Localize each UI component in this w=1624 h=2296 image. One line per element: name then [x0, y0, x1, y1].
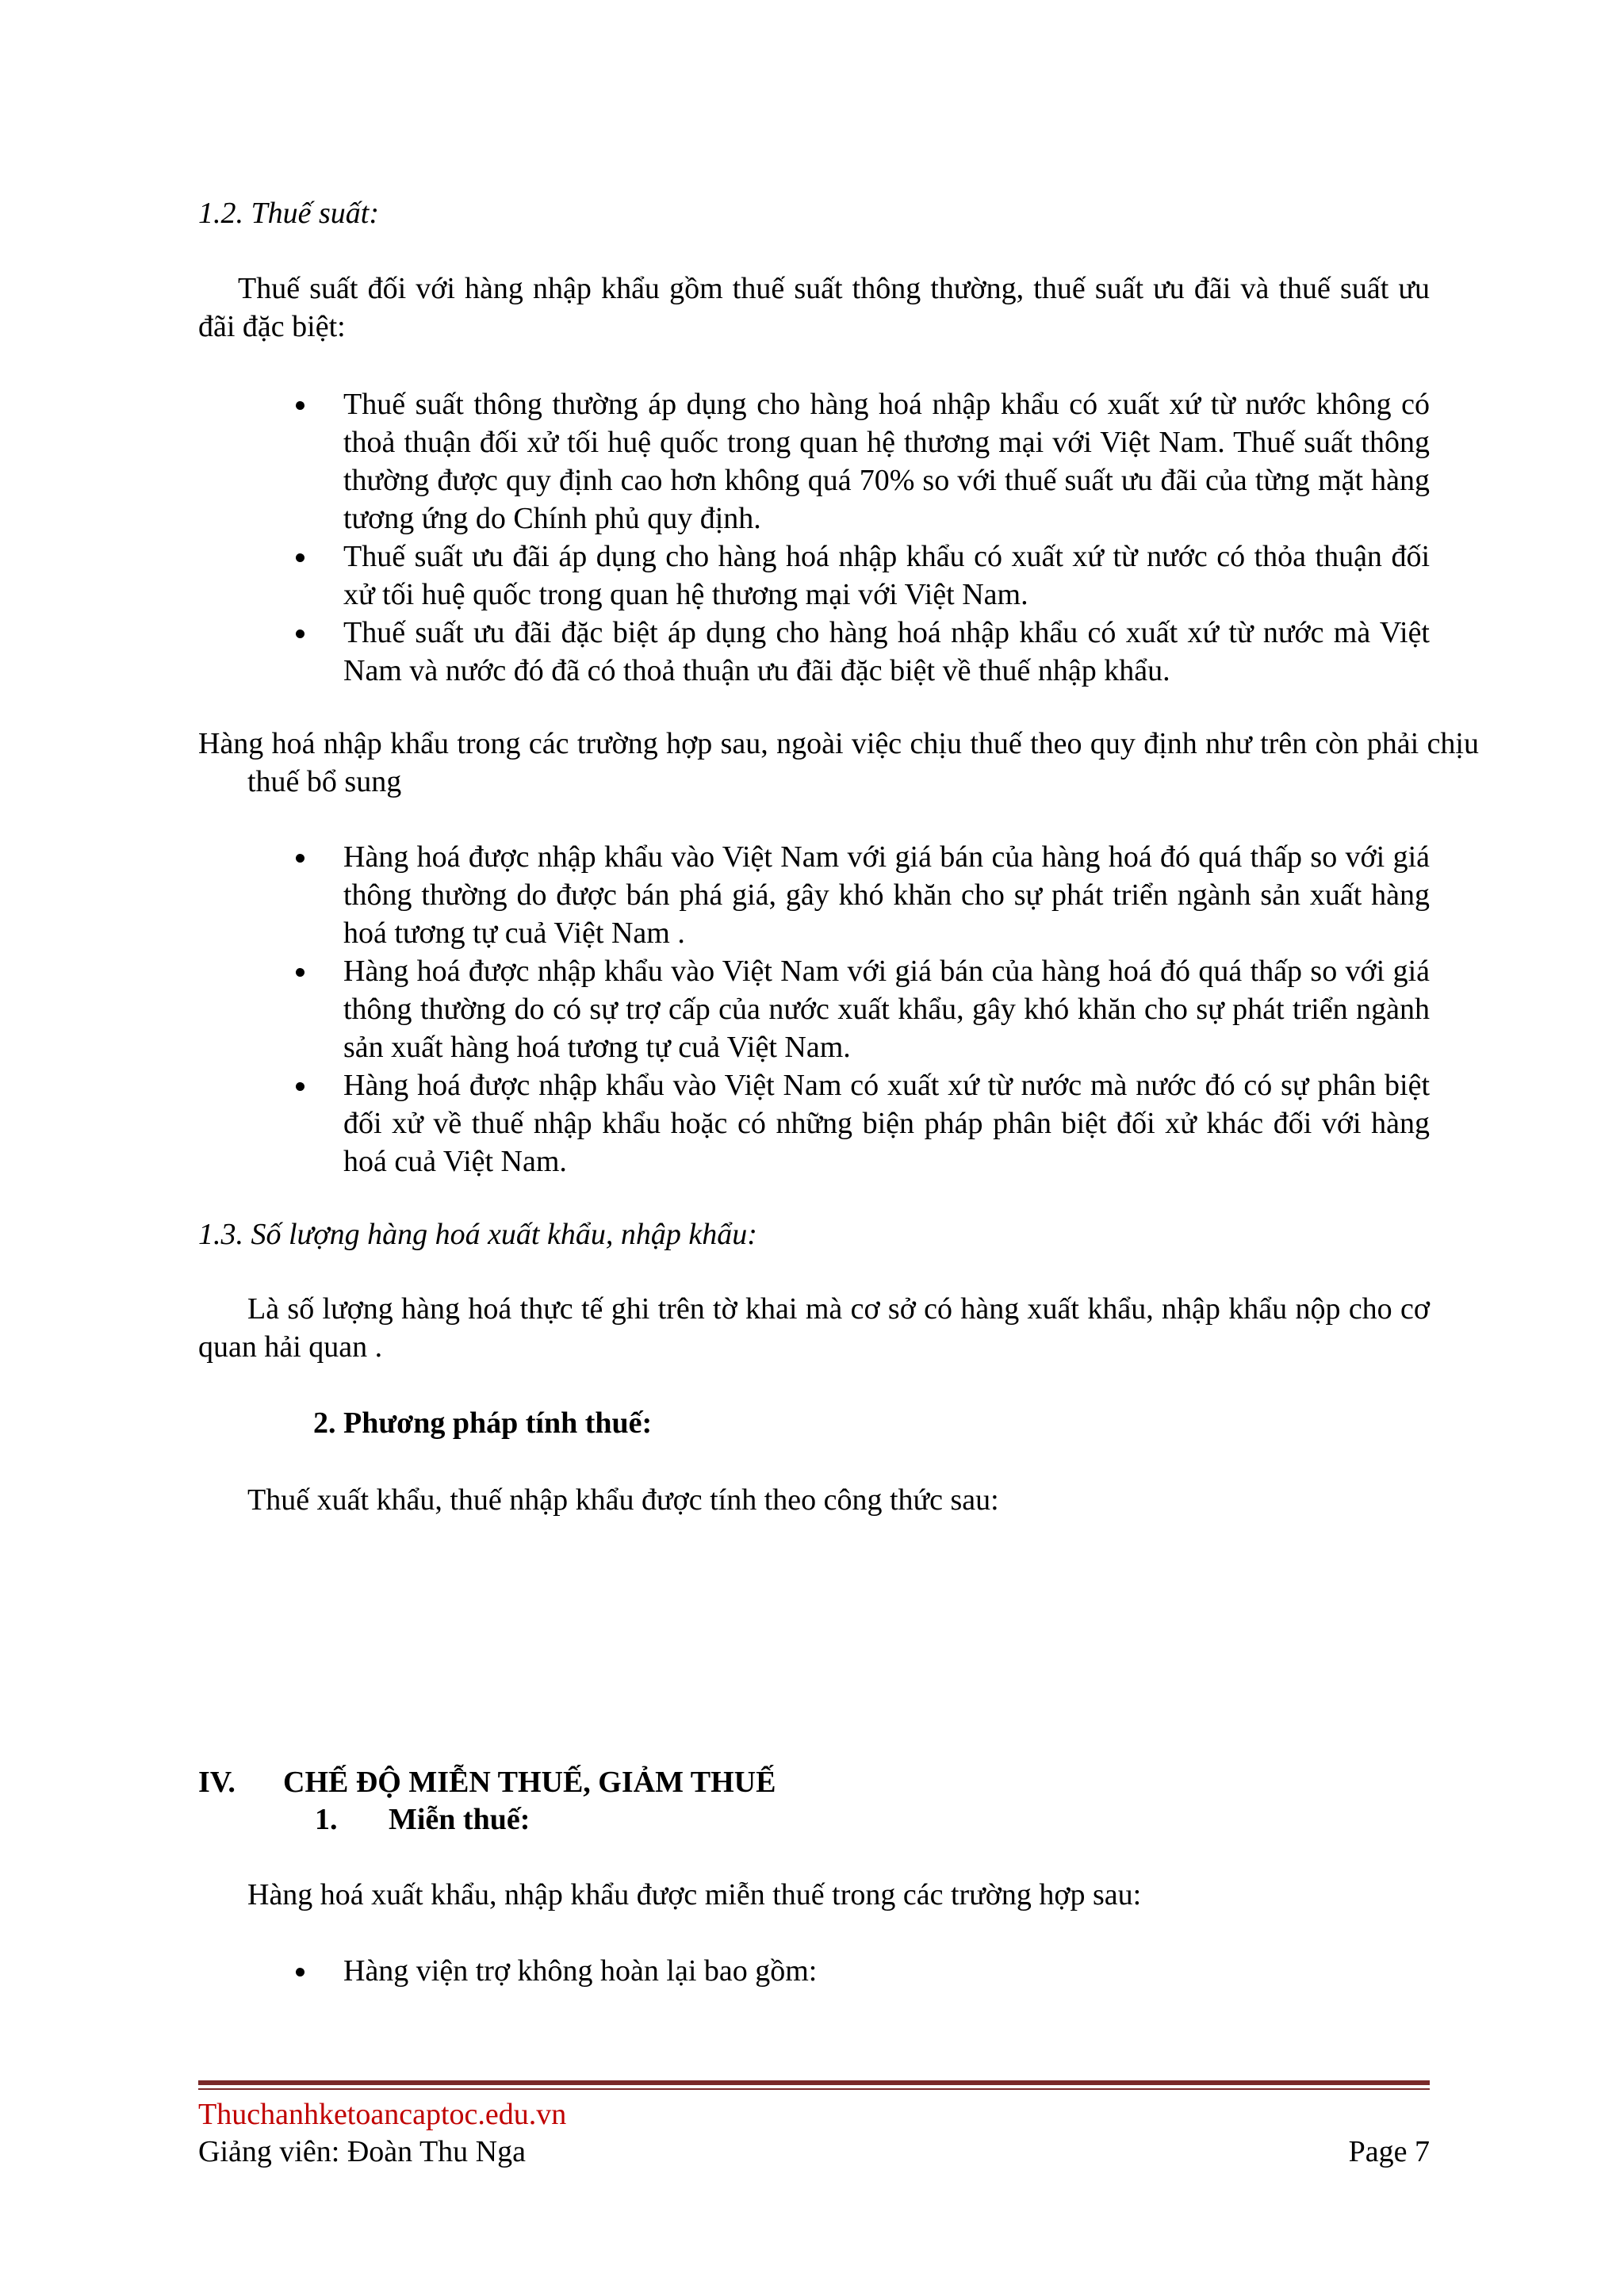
footer-rule-thick	[198, 2080, 1430, 2085]
list-item: Thuế suất ưu đãi đặc biệt áp dụng cho hàng hoá nhập khẩu có xuất xứ từ nước mà Việt Nam và nước đó đã có thoả thuận ưu đãi đặc biệt về thuế nhập khẩu.	[0, 614, 1430, 690]
section-title: CHẾ ĐỘ MIỄN THUẾ, GIẢM THUẾ	[283, 1766, 776, 1799]
list-item: Thuế suất thông thường áp dụng cho hàng hoá nhập khẩu có xuất xứ từ nước không có thoả thuận đối xử tối huệ quốc trong quan hệ thương mại với Việt Nam. Thuế suất thông thường được quy định cao hơn không quá 70% so với thuế suất ưu đãi của từng mặt hàng tương ứng do Chính phủ quy định.	[0, 385, 1430, 538]
mien-thue-intro: Hàng hoá xuất khẩu, nhập khẩu được miễn thuế trong các trường hợp sau:	[247, 1878, 1142, 1911]
section-heading-so-luong: 1.3. Số lượng hàng hoá xuất khẩu, nhập khẩu:	[198, 1218, 757, 1251]
phuong-phap-text: Thuế xuất khẩu, thuế nhập khẩu được tính theo công thức sau:	[247, 1483, 999, 1517]
list-item: Hàng viện trợ không hoàn lại bao gồm:	[0, 1952, 1430, 1990]
thue-suat-intro: Thuế suất đối với hàng nhập khẩu gồm thuế suất thông thường, thuế suất ưu đãi và thuế suất ưu đãi đặc biệt:	[198, 272, 1430, 343]
subsection-mien-thue-heading	[198, 1800, 1430, 1839]
footer-lecturer: Giảng viên: Đoàn Thu Nga	[198, 2135, 526, 2168]
bo-sung-list	[0, 838, 1430, 1181]
section-heading-thue-suat: 1.2. Thuế suất:	[198, 197, 379, 230]
section-iv-heading	[198, 1763, 1430, 1801]
footer-bottom-line	[198, 2133, 1430, 2171]
list-item: Hàng hoá được nhập khẩu vào Việt Nam với giá bán của hàng hoá đó quá thấp so với giá thông thường do có sự trợ cấp của nước xuất khẩu, gây khó khăn cho sự phát triển ngành sản xuất hàng hoá tương tự cuả Việt Nam.	[0, 952, 1430, 1066]
section-number: IV.	[198, 1766, 236, 1799]
subsection-number: 1.	[315, 1803, 338, 1836]
footer-website: Thuchanhketoancaptoc.edu.vn	[198, 2098, 567, 2131]
section-heading-phuong-phap: 2. Phương pháp tính thuế:	[313, 1406, 653, 1440]
bo-sung-intro: Hàng hoá nhập khẩu trong các trường hợp sau, ngoài việc chịu thuế theo quy định như trên còn phải chịu thuế bổ sung	[198, 727, 1479, 798]
so-luong-text: Là số lượng hàng hoá thực tế ghi trên tờ khai mà cơ sở có hàng xuất khẩu, nhập khẩu nộp cho cơ quan hải quan .	[198, 1292, 1430, 1364]
mien-thue-list	[0, 1952, 1430, 1990]
list-item: Hàng hoá được nhập khẩu vào Việt Nam có xuất xứ từ nước mà nước đó có sự phân biệt đối xử về thuế nhập khẩu hoặc có những biện pháp phân biệt đối xử khác đối với hàng hoá cuả Việt Nam.	[0, 1066, 1430, 1181]
list-item: Thuế suất ưu đãi áp dụng cho hàng hoá nhập khẩu có xuất xứ từ nước có thỏa thuận đối xử tối huệ quốc trong quan hệ thương mại với Việt Nam.	[0, 538, 1430, 614]
thue-suat-list	[0, 385, 1430, 690]
page-number: Page 7	[1348, 2135, 1430, 2168]
footer-rule-thin	[198, 2088, 1430, 2090]
subsection-title: Miễn thuế:	[389, 1803, 530, 1836]
list-item: Hàng hoá được nhập khẩu vào Việt Nam với giá bán của hàng hoá đó quá thấp so với giá thông thường do được bán phá giá, gây khó khăn cho sự phát triển ngành sản xuất hàng hoá tương tự cuả Việt Nam .	[0, 838, 1430, 952]
